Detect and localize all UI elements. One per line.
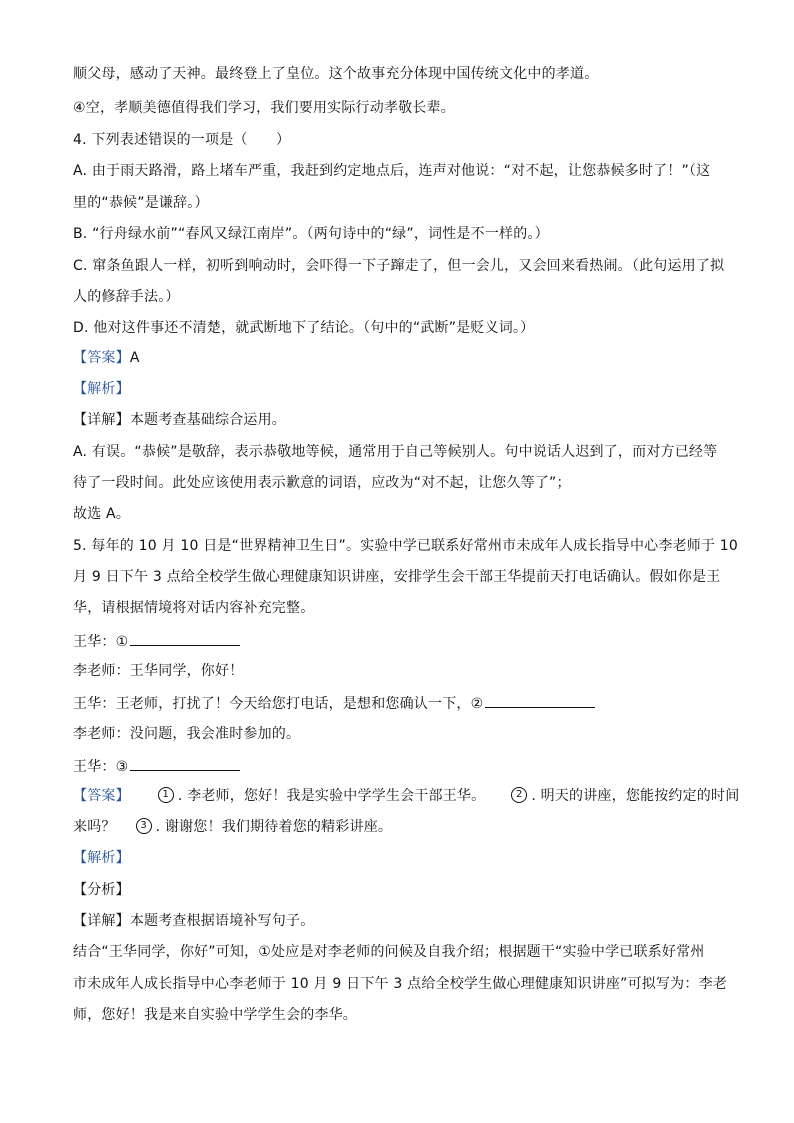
option-d: D. 他对这件事还不清楚，就武断地下了结论。（句中的“武断”是贬义词。） <box>73 320 535 336</box>
q4-answer <box>73 348 140 368</box>
q5-analysis-tag <box>73 848 130 868</box>
dialogue-line-2: 李老师：王华同学，你好！ <box>73 663 244 679</box>
answer-tag: 【答案】 <box>73 788 130 804</box>
question-5-stem-cont: 月 9 日下午 3 点给全校学生做心理健康知识讲座，安排学生会干部王华提前天打电话确认。假如你是王 <box>73 569 721 585</box>
detail-text: 本题考查根据语境补写句子。 <box>129 913 315 929</box>
answer-2-cont: 来吗？ <box>73 819 116 835</box>
answer-2: . 明天的讲座，您能按约定的时间 <box>531 788 740 804</box>
fenxi-tag: 【分析】 <box>73 882 130 898</box>
dialogue-line-4: 李老师：没问题，我会准时参加的。 <box>73 726 301 742</box>
answer-3: . 谢谢您！我们期待着您的精彩讲座。 <box>155 819 393 835</box>
analysis-tag: 【解析】 <box>73 381 130 397</box>
q5-explain-line: 结合“王华同学，你好”可知，①处应是对李老师的问候及自我介绍；根据题干“实验中学已联系好常州 <box>73 944 705 960</box>
q5-explain-line: 市未成年人成长指导中心李老师于 10 月 9 日下午 3 点给全校学生做心理健康知识讲座”可拟写为：李老 <box>73 976 727 992</box>
question-5-stem-cont: 华，请根据情境将对话内容补充完整。 <box>73 600 315 616</box>
option-c-cont: 人的修辞手法。） <box>73 289 180 305</box>
circled-number-3: 3 <box>136 818 152 834</box>
dialogue-text: 王华：③ <box>73 759 129 775</box>
analysis-tag: 【解析】 <box>73 850 130 866</box>
text-line: 顺父母，感动了天神。最终登上了皇位。这个故事充分体现中国传统文化中的孝道。 <box>73 66 599 82</box>
answer-blank <box>130 755 240 771</box>
answer-1: . 李老师，您好！我是实验中学学生会干部王华。 <box>177 788 486 804</box>
dialogue-line-1 <box>73 630 240 652</box>
q5-detail <box>73 911 314 931</box>
q4-analysis-tag <box>73 379 130 399</box>
q5-explain-line: 师，您好！我是来自实验中学学生会的李华。 <box>73 1007 357 1023</box>
answer-tag: 【答案】 <box>73 350 130 366</box>
answer-blank <box>485 692 595 708</box>
q5-answer-cont <box>73 817 392 837</box>
question-4-stem: 4. 下列表述错误的一项是（ ） <box>73 132 291 148</box>
dialogue-line-5 <box>73 755 240 777</box>
detail-text: 本题考查基础综合运用。 <box>129 412 287 428</box>
option-b: B. “行舟绿水前”“春风又绿江南岸”。（两句诗中的“绿”，词性是不一样的。） <box>73 226 549 242</box>
q4-detail <box>73 410 286 430</box>
q5-answer <box>73 786 739 806</box>
q5-fenxi-tag <box>73 880 130 900</box>
q4-choice: 故选 A。 <box>73 506 131 522</box>
question-5-stem: 5. 每年的 10 月 10 日是“世界精神卫生日”。实验中学已联系好常州市未成年人成长指导中心李老师于 10 <box>73 538 739 554</box>
dialogue-text: 王华：① <box>73 634 129 650</box>
circled-number-1: 1 <box>158 787 174 803</box>
dialogue-line-3 <box>73 692 595 714</box>
answer-value: A <box>129 350 140 366</box>
option-a-cont: 里的“恭候”是谦辞。） <box>73 195 209 211</box>
q4-explain-line: 待了一段时间。此处应该使用表示歉意的词语，应改为“对不起，让您久等了”； <box>73 475 571 491</box>
detail-tag: 【详解】 <box>73 412 130 428</box>
q4-explain-line: A. 有误。“恭候”是敬辞，表示恭敬地等候，通常用于自己等候别人。句中说话人迟到了，而对方已经等 <box>73 444 718 460</box>
detail-tag: 【详解】 <box>73 913 130 929</box>
option-c: C. 窜条鱼跟人一样，初听到响动时，会吓得一下子蹿走了，但一会儿，又会回来看热闹。（此句运用了拟 <box>73 258 725 274</box>
circled-number-2: 2 <box>511 787 527 803</box>
dialogue-text: 王华：王老师，打扰了！今天给您打电话，是想和您确认一下，② <box>73 696 484 712</box>
answer-blank <box>130 630 240 646</box>
option-a: A. 由于雨天路滑，路上堵车严重，我赶到约定地点后，连声对他说：“对不起，让您恭候多时了！”（这 <box>73 163 711 179</box>
text-line: ④空，孝顺美德值得我们学习，我们要用实际行动孝敬长辈。 <box>73 100 455 116</box>
